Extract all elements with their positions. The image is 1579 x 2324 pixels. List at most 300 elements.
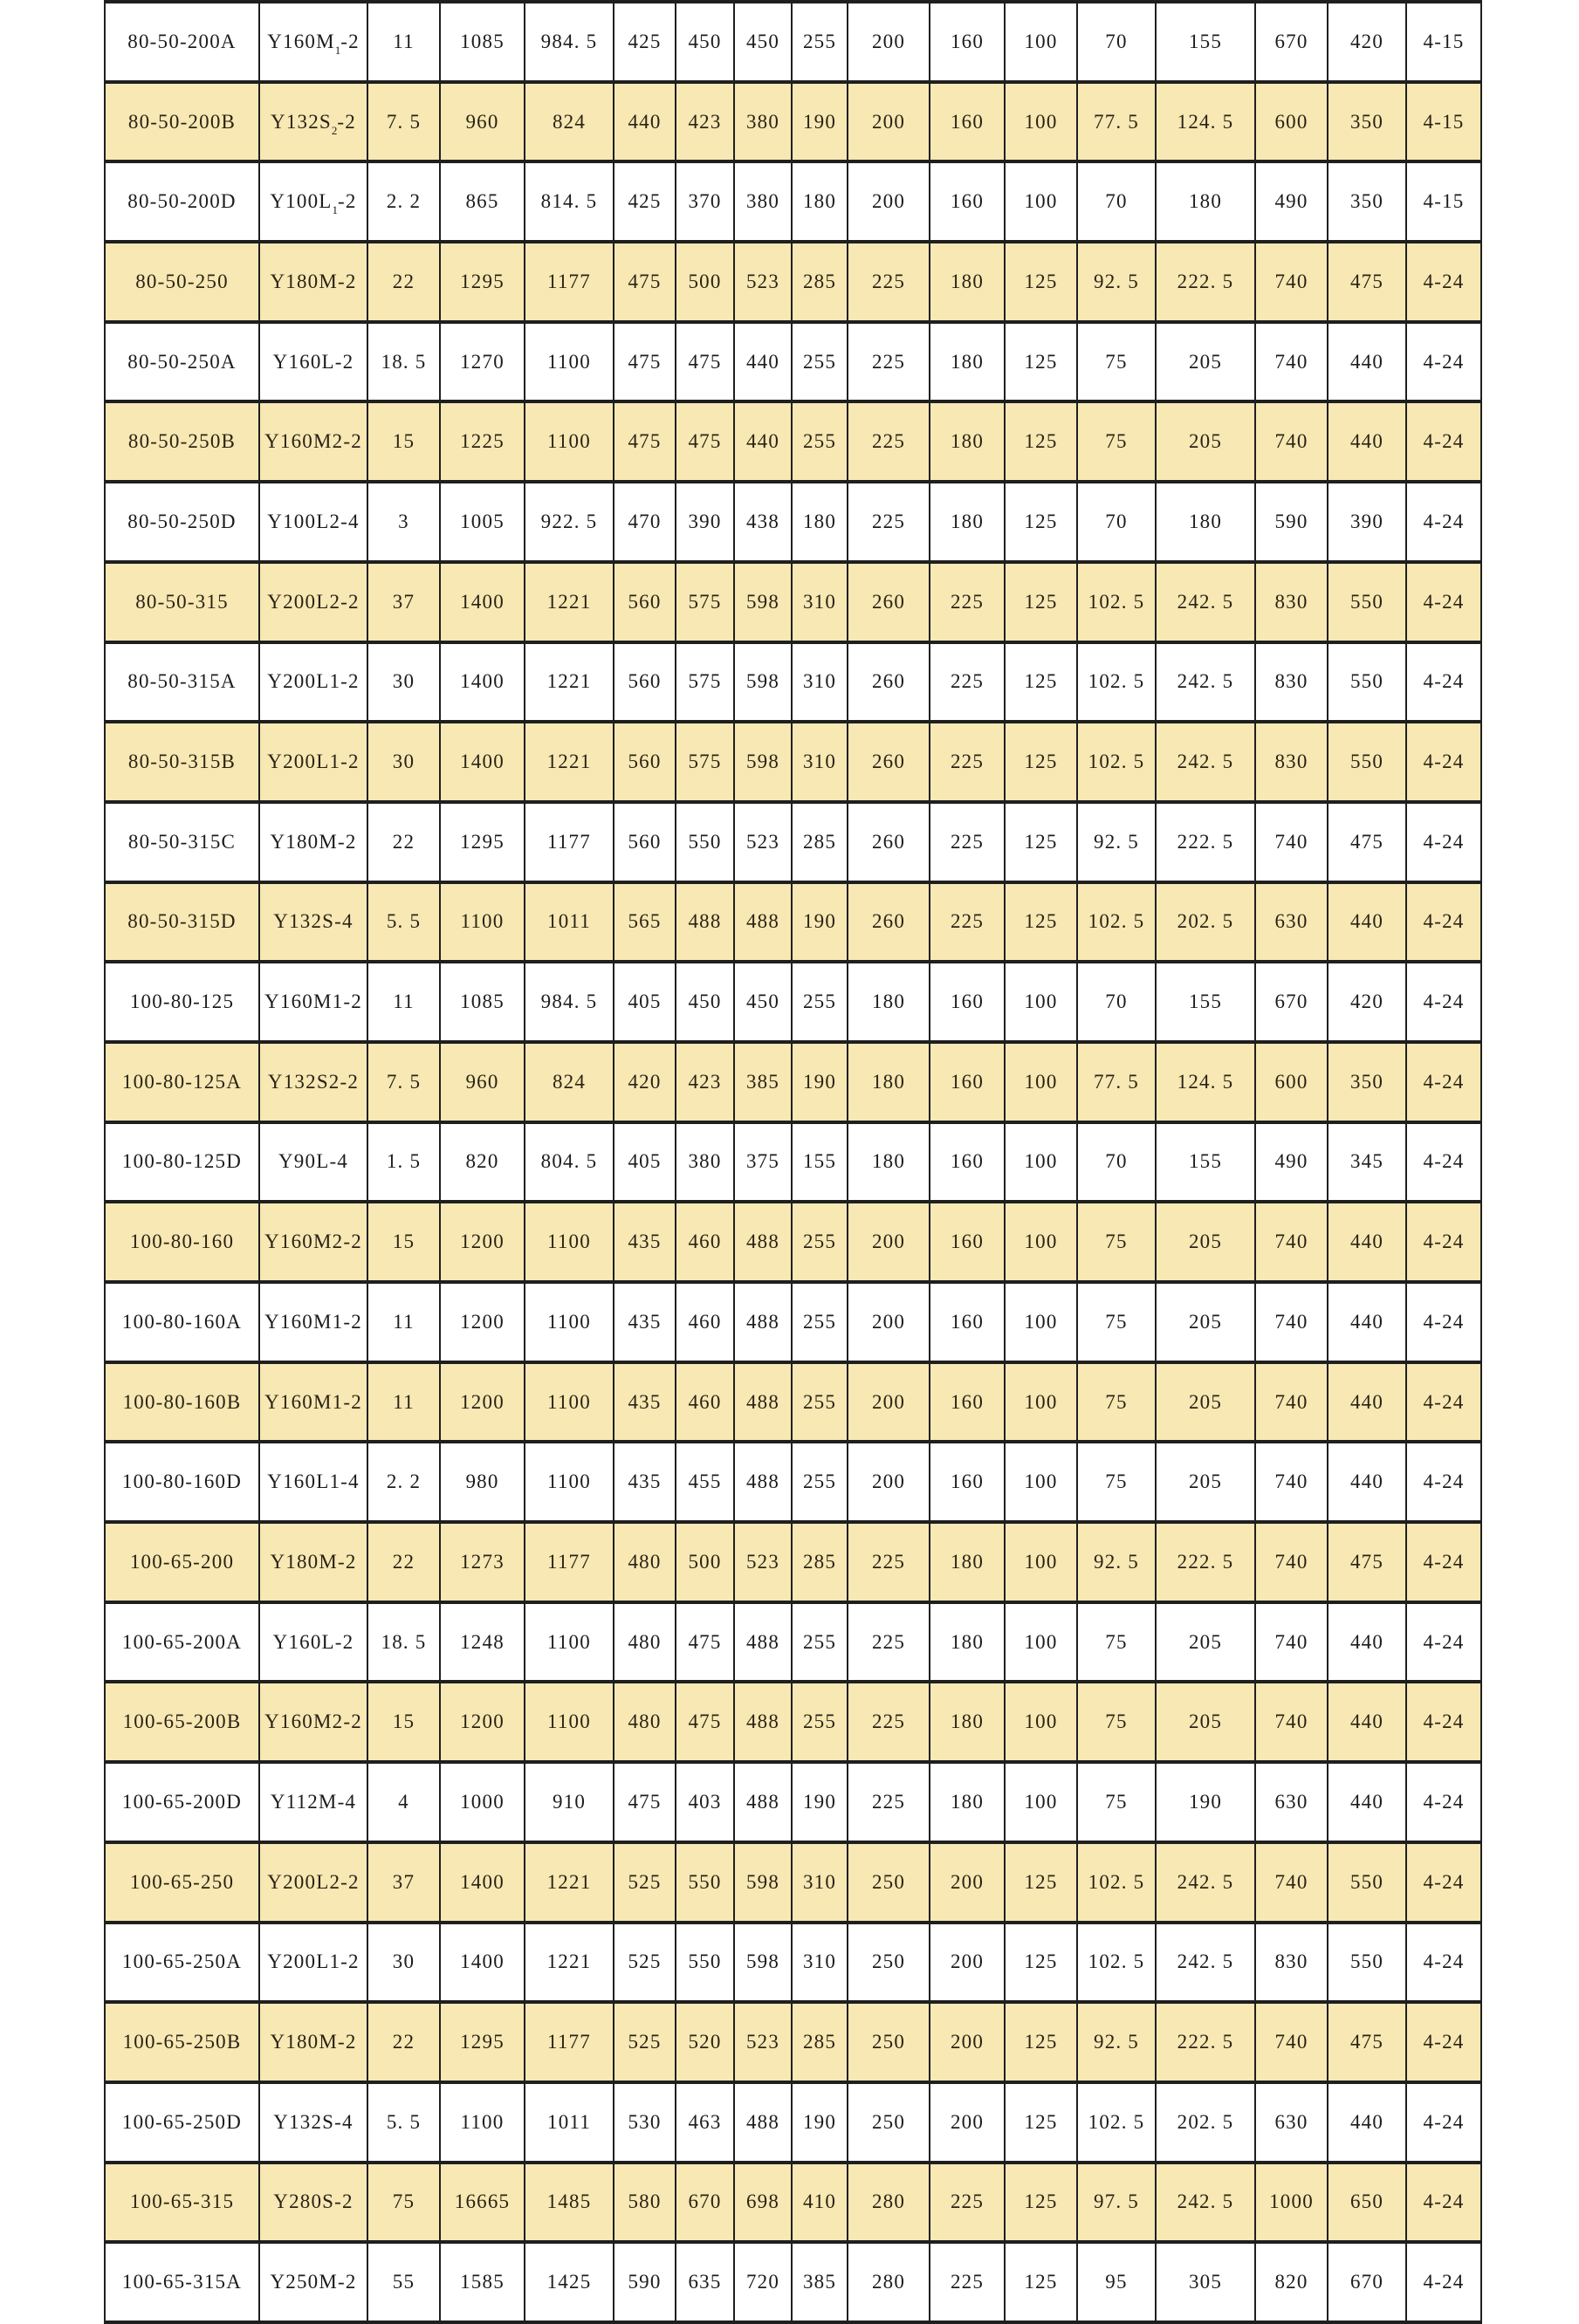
table-cell: 100	[1005, 1442, 1077, 1522]
table-cell: 180	[792, 161, 848, 242]
model-cell: 80-50-315D	[105, 882, 259, 963]
table-cell: 635	[676, 2242, 734, 2322]
table-cell: 225	[930, 642, 1005, 723]
table-cell: 698	[734, 2163, 792, 2243]
table-cell: 500	[676, 242, 734, 322]
table-cell: 255	[792, 1602, 848, 1683]
table-cell: 242. 5	[1156, 722, 1255, 802]
table-cell: 100	[1005, 1042, 1077, 1122]
table-row	[105, 1202, 1481, 1282]
table-cell: 280	[848, 2242, 930, 2322]
table-cell: 22	[367, 1522, 440, 1602]
table-cell: 523	[734, 2002, 792, 2082]
table-cell: 1177	[525, 802, 614, 882]
table-cell: 390	[676, 482, 734, 562]
table-cell: 960	[440, 1042, 525, 1122]
table-cell: 11	[367, 1362, 440, 1443]
table-cell: 1100	[525, 1602, 614, 1683]
table-cell: 125	[1005, 322, 1077, 402]
table-cell: 488	[734, 1282, 792, 1362]
table-cell: 75	[1077, 322, 1156, 402]
table-cell: 480	[614, 1682, 676, 1762]
table-row	[105, 1042, 1481, 1122]
table-cell: 92. 5	[1077, 1522, 1156, 1602]
table-cell: 350	[1328, 82, 1406, 162]
table-cell: 190	[792, 2082, 848, 2163]
table-row	[105, 1522, 1481, 1602]
table-cell: 225	[848, 322, 930, 402]
table-cell: 440	[734, 401, 792, 482]
table-cell: 475	[1328, 242, 1406, 322]
table-cell: 100	[1005, 82, 1077, 162]
table-cell: 4-24	[1406, 1522, 1481, 1602]
table-cell: 70	[1077, 482, 1156, 562]
table-row	[105, 2242, 1481, 2322]
table-cell: 5. 5	[367, 2082, 440, 2163]
table-cell: 463	[676, 2082, 734, 2163]
table-cell: 125	[1005, 1842, 1077, 1923]
table-cell: 740	[1255, 1602, 1328, 1683]
table-cell: 70	[1077, 1122, 1156, 1203]
table-cell: 740	[1255, 401, 1328, 482]
table-cell: 92. 5	[1077, 242, 1156, 322]
table-cell: 200	[848, 1442, 930, 1522]
table-cell: 1177	[525, 1522, 614, 1602]
table-cell: 435	[614, 1442, 676, 1522]
model-cell: 80-50-315C	[105, 802, 259, 882]
table-cell: 740	[1255, 1522, 1328, 1602]
table-cell: 488	[734, 882, 792, 963]
table-cell: 225	[848, 401, 930, 482]
table-cell: 560	[614, 562, 676, 642]
table-cell: 225	[848, 242, 930, 322]
table-cell: 205	[1156, 401, 1255, 482]
table-cell: 205	[1156, 322, 1255, 402]
table-cell: 102. 5	[1077, 562, 1156, 642]
table-cell: 1221	[525, 1842, 614, 1923]
table-row	[105, 2163, 1481, 2243]
table-cell: 4-24	[1406, 802, 1481, 882]
table-cell: 488	[734, 1442, 792, 1522]
table-cell: 1100	[525, 322, 614, 402]
table-cell: 310	[792, 562, 848, 642]
table-cell: 242. 5	[1156, 1842, 1255, 1923]
table-cell: 488	[734, 1682, 792, 1762]
table-cell: 75	[1077, 1602, 1156, 1683]
table-cell: 390	[1328, 482, 1406, 562]
table-cell: 180	[930, 1522, 1005, 1602]
table-cell: 440	[1328, 322, 1406, 402]
table-cell: 490	[1255, 1122, 1328, 1203]
table-cell: 740	[1255, 1362, 1328, 1443]
model-cell: 100-65-200D	[105, 1762, 259, 1842]
table-cell: 1100	[525, 1362, 614, 1443]
table-cell: 740	[1255, 1682, 1328, 1762]
table-cell: 180	[930, 401, 1005, 482]
table-cell: 1005	[440, 482, 525, 562]
table-cell: 1085	[440, 962, 525, 1042]
table-cell: 600	[1255, 82, 1328, 162]
table-cell: 830	[1255, 642, 1328, 723]
table-cell: 1270	[440, 322, 525, 402]
table-cell: 488	[734, 1602, 792, 1683]
table-cell: 222. 5	[1156, 802, 1255, 882]
table-cell: 160	[930, 1042, 1005, 1122]
table-cell: 4-24	[1406, 482, 1481, 562]
motor-cell: Y90L-4	[259, 1122, 367, 1203]
table-cell: 250	[848, 1842, 930, 1923]
table-cell: 310	[792, 642, 848, 723]
table-cell: 830	[1255, 722, 1328, 802]
table-cell: 740	[1255, 1842, 1328, 1923]
table-cell: 225	[930, 802, 1005, 882]
table-cell: 260	[848, 642, 930, 723]
table-cell: 75	[1077, 1762, 1156, 1842]
table-cell: 4-24	[1406, 1682, 1481, 1762]
table-cell: 525	[614, 1842, 676, 1923]
table-cell: 260	[848, 882, 930, 963]
table-cell: 1485	[525, 2163, 614, 2243]
model-cell: 100-65-200	[105, 1522, 259, 1602]
table-cell: 824	[525, 1042, 614, 1122]
table-cell: 125	[1005, 2082, 1077, 2163]
table-cell: 310	[792, 722, 848, 802]
motor-cell: Y160M1-2	[259, 1282, 367, 1362]
table-cell: 70	[1077, 2, 1156, 82]
table-cell: 4-24	[1406, 1362, 1481, 1443]
table-cell: 630	[1255, 1762, 1328, 1842]
motor-cell: Y132S-4	[259, 2082, 367, 2163]
table-row	[105, 2002, 1481, 2082]
table-cell: 475	[1328, 802, 1406, 882]
motor-cell: Y160M2-2	[259, 401, 367, 482]
table-cell: 455	[676, 1442, 734, 1522]
table-cell: 180	[848, 1122, 930, 1203]
motor-cell: $Y100L_1-2$	[259, 161, 367, 242]
table-cell: 350	[1328, 161, 1406, 242]
table-cell: 30	[367, 1923, 440, 2003]
table-cell: 600	[1255, 1042, 1328, 1122]
table-cell: 460	[676, 1282, 734, 1362]
table-cell: 420	[1328, 962, 1406, 1042]
table-cell: 440	[614, 82, 676, 162]
table-row	[105, 1762, 1481, 1842]
table-cell: 75	[1077, 1442, 1156, 1522]
table-cell: 500	[676, 1522, 734, 1602]
model-cell: 100-80-160B	[105, 1362, 259, 1443]
model-cell: 100-80-125	[105, 962, 259, 1042]
motor-cell: Y100L2-4	[259, 482, 367, 562]
table-cell: 488	[734, 1362, 792, 1443]
table-cell: 242. 5	[1156, 1923, 1255, 2003]
model-cell: 80-50-315B	[105, 722, 259, 802]
table-cell: 450	[734, 962, 792, 1042]
table-cell: 560	[614, 722, 676, 802]
table-cell: 125	[1005, 882, 1077, 963]
motor-cell: Y160M1-2	[259, 1362, 367, 1443]
model-cell: 80-50-200A	[105, 2, 259, 82]
table-cell: 720	[734, 2242, 792, 2322]
table-cell: 560	[614, 802, 676, 882]
table-cell: 242. 5	[1156, 2163, 1255, 2243]
table-cell: 77. 5	[1077, 1042, 1156, 1122]
table-cell: 425	[614, 2, 676, 82]
table-cell: 460	[676, 1202, 734, 1282]
table-cell: 180	[930, 1602, 1005, 1683]
table-cell: 30	[367, 722, 440, 802]
table-cell: 475	[676, 1602, 734, 1683]
table-cell: 124. 5	[1156, 1042, 1255, 1122]
table-cell: 205	[1156, 1682, 1255, 1762]
table-cell: 670	[1255, 2, 1328, 82]
table-cell: 222. 5	[1156, 1522, 1255, 1602]
table-cell: 125	[1005, 562, 1077, 642]
motor-cell: Y160L-2	[259, 322, 367, 402]
table-cell: 124. 5	[1156, 82, 1255, 162]
table-cell: 242. 5	[1156, 562, 1255, 642]
table-cell: 525	[614, 2002, 676, 2082]
table-cell: 255	[792, 1362, 848, 1443]
table-cell: 475	[1328, 1522, 1406, 1602]
table-cell: 984. 5	[525, 962, 614, 1042]
table-cell: 820	[1255, 2242, 1328, 2322]
table-cell: 190	[792, 1762, 848, 1842]
table-cell: 630	[1255, 2082, 1328, 2163]
table-row	[105, 1682, 1481, 1762]
table-cell: 4-24	[1406, 2242, 1481, 2322]
table-cell: 960	[440, 82, 525, 162]
table-cell: 1200	[440, 1202, 525, 1282]
table-cell: 15	[367, 1202, 440, 1282]
table-cell: 1100	[440, 2082, 525, 2163]
table-cell: 4	[367, 1762, 440, 1842]
table-cell: 1585	[440, 2242, 525, 2322]
table-cell: 1011	[525, 2082, 614, 2163]
table-cell: 1221	[525, 722, 614, 802]
model-cell: 80-50-250D	[105, 482, 259, 562]
table-cell: 125	[1005, 2163, 1077, 2243]
table-cell: 100	[1005, 1682, 1077, 1762]
table-cell: 160	[930, 2, 1005, 82]
table-cell: 1177	[525, 242, 614, 322]
table-cell: 2. 2	[367, 161, 440, 242]
model-cell: 100-80-160A	[105, 1282, 259, 1362]
model-cell: 100-65-315A	[105, 2242, 259, 2322]
table-cell: 18. 5	[367, 1602, 440, 1683]
model-cell: 100-65-250A	[105, 1923, 259, 2003]
table-cell: 190	[792, 882, 848, 963]
motor-cell: Y132S2-2	[259, 1042, 367, 1122]
motor-cell: $Y132S_2-2$	[259, 82, 367, 162]
table-cell: 30	[367, 642, 440, 723]
table-cell: 255	[792, 962, 848, 1042]
table-cell: 305	[1156, 2242, 1255, 2322]
table-cell: 190	[1156, 1762, 1255, 1842]
table-cell: 475	[614, 322, 676, 402]
table-cell: 560	[614, 642, 676, 723]
table-cell: 200	[848, 2, 930, 82]
table-row	[105, 562, 1481, 642]
table-cell: 102. 5	[1077, 1923, 1156, 2003]
table-cell: 160	[930, 1442, 1005, 1522]
motor-cell: Y180M-2	[259, 802, 367, 882]
table-cell: 460	[676, 1362, 734, 1443]
table-cell: 155	[1156, 1122, 1255, 1203]
table-cell: 180	[1156, 482, 1255, 562]
table-cell: 488	[676, 882, 734, 963]
table-cell: 222. 5	[1156, 242, 1255, 322]
table-row	[105, 962, 1481, 1042]
table-cell: 100	[1005, 1762, 1077, 1842]
table-cell: 440	[1328, 1682, 1406, 1762]
table-cell: 225	[930, 722, 1005, 802]
model-cell: 80-50-250B	[105, 401, 259, 482]
model-cell: 80-50-315	[105, 562, 259, 642]
table-cell: 550	[1328, 722, 1406, 802]
table-cell: 1425	[525, 2242, 614, 2322]
table-cell: 440	[1328, 2082, 1406, 2163]
table-cell: 260	[848, 562, 930, 642]
motor-cell: $Y160M_1-2$	[259, 2, 367, 82]
table-cell: 205	[1156, 1362, 1255, 1443]
table-cell: 550	[1328, 562, 1406, 642]
table-cell: 1400	[440, 1842, 525, 1923]
table-cell: 4-24	[1406, 242, 1481, 322]
table-cell: 523	[734, 242, 792, 322]
table-cell: 865	[440, 161, 525, 242]
table-cell: 18. 5	[367, 322, 440, 402]
table-cell: 200	[848, 82, 930, 162]
table-cell: 380	[734, 82, 792, 162]
motor-cell: Y180M-2	[259, 242, 367, 322]
table-cell: 22	[367, 242, 440, 322]
table-cell: 310	[792, 1923, 848, 2003]
table-cell: 225	[848, 1522, 930, 1602]
table-cell: 3	[367, 482, 440, 562]
table-cell: 2. 2	[367, 1442, 440, 1522]
table-cell: 650	[1328, 2163, 1406, 2243]
table-cell: 1200	[440, 1362, 525, 1443]
table-cell: 575	[676, 562, 734, 642]
table-cell: 440	[1328, 882, 1406, 963]
table-cell: 423	[676, 82, 734, 162]
table-cell: 37	[367, 562, 440, 642]
table-cell: 740	[1255, 1442, 1328, 1522]
model-cell: 100-65-200A	[105, 1602, 259, 1683]
table-row	[105, 722, 1481, 802]
table-cell: 980	[440, 1442, 525, 1522]
table-cell: 100	[1005, 161, 1077, 242]
table-cell: 4-24	[1406, 882, 1481, 963]
table-body	[105, 2, 1481, 2322]
table-cell: 180	[1156, 161, 1255, 242]
table-cell: 375	[734, 1122, 792, 1203]
table-cell: 155	[1156, 2, 1255, 82]
table-cell: 16665	[440, 2163, 525, 2243]
motor-cell: Y280S-2	[259, 2163, 367, 2243]
table-cell: 420	[614, 1042, 676, 1122]
table-cell: 225	[848, 1602, 930, 1683]
table-cell: 100	[1005, 1522, 1077, 1602]
model-cell: 100-65-250	[105, 1842, 259, 1923]
table-cell: 4-24	[1406, 642, 1481, 723]
table-cell: 488	[734, 1202, 792, 1282]
table-cell: 225	[930, 2163, 1005, 2243]
table-cell: 205	[1156, 1442, 1255, 1522]
table-cell: 385	[734, 1042, 792, 1122]
table-cell: 125	[1005, 642, 1077, 723]
table-cell: 370	[676, 161, 734, 242]
table-cell: 480	[614, 1522, 676, 1602]
table-cell: 598	[734, 1923, 792, 2003]
motor-cell: Y160L-2	[259, 1602, 367, 1683]
table-cell: 488	[734, 1762, 792, 1842]
table-cell: 160	[930, 1282, 1005, 1362]
table-cell: 550	[1328, 1842, 1406, 1923]
table-cell: 180	[792, 482, 848, 562]
table-cell: 180	[930, 482, 1005, 562]
table-cell: 1295	[440, 242, 525, 322]
table-cell: 125	[1005, 401, 1077, 482]
table-cell: 1011	[525, 882, 614, 963]
table-cell: 740	[1255, 1282, 1328, 1362]
table-cell: 260	[848, 802, 930, 882]
table-cell: 4-24	[1406, 962, 1481, 1042]
table-cell: 4-24	[1406, 1842, 1481, 1923]
table-cell: 225	[930, 882, 1005, 963]
table-cell: 285	[792, 2002, 848, 2082]
table-cell: 4-15	[1406, 82, 1481, 162]
table-cell: 550	[1328, 1923, 1406, 2003]
table-cell: 75	[1077, 1362, 1156, 1443]
table-cell: 1100	[440, 882, 525, 963]
table-cell: 525	[614, 1923, 676, 2003]
table-cell: 435	[614, 1202, 676, 1282]
table-cell: 1248	[440, 1602, 525, 1683]
table-cell: 125	[1005, 242, 1077, 322]
model-cell: 100-65-200B	[105, 1682, 259, 1762]
table-cell: 155	[792, 1122, 848, 1203]
table-cell: 440	[1328, 1442, 1406, 1522]
motor-cell: Y180M-2	[259, 2002, 367, 2082]
table-cell: 102. 5	[1077, 1842, 1156, 1923]
table-cell: 160	[930, 1122, 1005, 1203]
table-cell: 100	[1005, 1602, 1077, 1683]
table-row	[105, 482, 1481, 562]
table-cell: 102. 5	[1077, 2082, 1156, 2163]
table-cell: 475	[676, 401, 734, 482]
table-cell: 102. 5	[1077, 722, 1156, 802]
table-cell: 75	[1077, 1282, 1156, 1362]
table-cell: 1221	[525, 1923, 614, 2003]
model-cell: 100-80-125A	[105, 1042, 259, 1122]
table-cell: 160	[930, 161, 1005, 242]
table-row	[105, 1602, 1481, 1683]
table-cell: 180	[930, 242, 1005, 322]
table-cell: 490	[1255, 161, 1328, 242]
table-cell: 255	[792, 1202, 848, 1282]
table-cell: 200	[930, 2082, 1005, 2163]
table-row	[105, 882, 1481, 963]
table-cell: 75	[1077, 401, 1156, 482]
table-cell: 202. 5	[1156, 2082, 1255, 2163]
table-cell: 1100	[525, 1282, 614, 1362]
table-cell: 222. 5	[1156, 2002, 1255, 2082]
table-cell: 280	[848, 2163, 930, 2243]
table-cell: 75	[1077, 1682, 1156, 1762]
table-cell: 11	[367, 1282, 440, 1362]
table-cell: 1221	[525, 642, 614, 723]
